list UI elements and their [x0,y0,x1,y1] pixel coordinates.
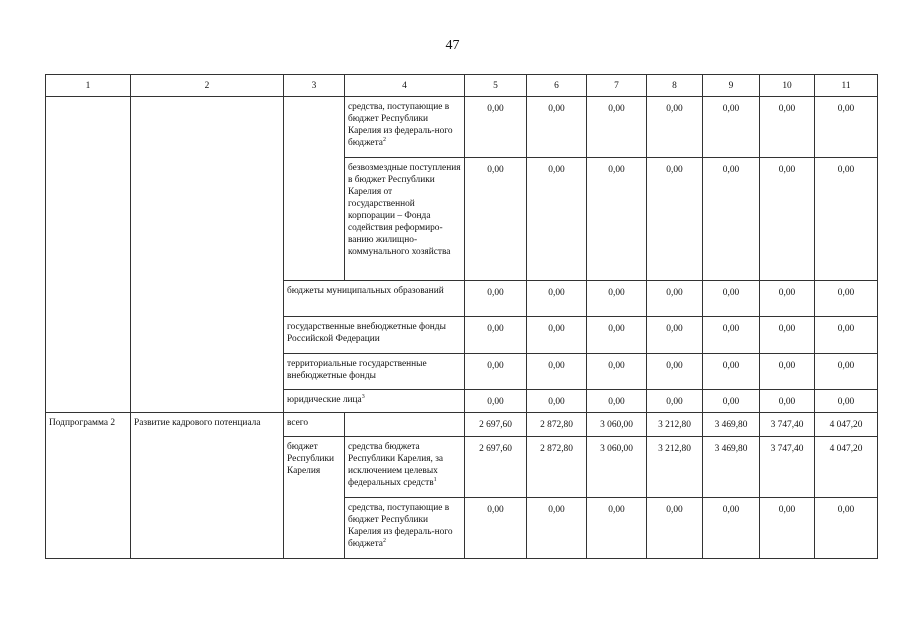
header-cell: 5 [465,75,527,97]
source-cell: бюджеты муниципальных образований [284,281,465,317]
value-cell: 0,00 [815,281,878,317]
source-cell: бюджет Республики Карелия [284,437,345,559]
value-cell: 3 747,40 [760,413,815,437]
source-cell: территориальные государственные внебюджетные фонды [284,354,465,390]
value-cell: 0,00 [815,390,878,413]
value-cell: 4 047,20 [815,413,878,437]
source-cell: средства, поступающие в бюджет Республики Карелия из федераль-ного бюджета$^2$ [345,498,465,559]
value-cell: 2 872,80 [527,437,587,498]
value-cell: 0,00 [815,158,878,281]
header-cell: 3 [284,75,345,97]
value-cell: 0,00 [527,281,587,317]
table-row [46,413,878,437]
value-cell: 0,00 [647,354,703,390]
value-cell: 3 212,80 [647,437,703,498]
value-cell: 0,00 [527,390,587,413]
value-cell: 4 047,20 [815,437,878,498]
value-cell: 0,00 [815,498,878,559]
value-cell: 3 469,80 [703,437,760,498]
value-cell: 0,00 [703,281,760,317]
value-cell: 0,00 [815,354,878,390]
value-cell: 0,00 [587,158,647,281]
empty-cell [46,97,131,413]
value-cell: 3 469,80 [703,413,760,437]
value-cell: 0,00 [527,498,587,559]
value-cell: 0,00 [587,498,647,559]
value-cell: 0,00 [527,97,587,158]
value-cell: 0,00 [587,390,647,413]
value-cell: 0,00 [465,158,527,281]
header-cell: 10 [760,75,815,97]
value-cell: 0,00 [647,97,703,158]
source-cell: средства бюджета Республики Карелия, за исключением целевых федеральных средств$^1$ [345,437,465,498]
value-cell: 0,00 [527,317,587,354]
header-cell: 9 [703,75,760,97]
header-row [46,75,878,97]
table-row [46,97,878,158]
value-cell: 3 060,00 [587,437,647,498]
value-cell: 0,00 [760,354,815,390]
value-cell: 3 212,80 [647,413,703,437]
value-cell: 0,00 [703,97,760,158]
header-cell: 2 [131,75,284,97]
value-cell: 0,00 [760,158,815,281]
value-cell: 0,00 [587,281,647,317]
header-cell: 11 [815,75,878,97]
value-cell: 0,00 [760,498,815,559]
source-cell: государственные внебюджетные фонды Российской Федерации [284,317,465,354]
empty-cell [284,97,345,281]
value-cell: 3 747,40 [760,437,815,498]
value-cell: 0,00 [703,317,760,354]
value-cell: 0,00 [527,354,587,390]
header-cell: 6 [527,75,587,97]
value-cell: 0,00 [465,317,527,354]
header-cell: 4 [345,75,465,97]
value-cell: 0,00 [647,390,703,413]
value-cell: 0,00 [703,390,760,413]
value-cell: 0,00 [760,390,815,413]
empty-cell [131,97,284,413]
value-cell: 0,00 [587,317,647,354]
value-cell: 0,00 [815,97,878,158]
source-cell: всего [284,413,345,437]
value-cell: 0,00 [465,498,527,559]
value-cell: 0,00 [587,354,647,390]
source-cell: средства, поступающие в бюджет Республики Карелия из федераль-ного бюджета$^2$ [345,97,465,158]
value-cell: 0,00 [587,97,647,158]
value-cell: 0,00 [647,498,703,559]
value-cell: 0,00 [465,354,527,390]
value-cell: 0,00 [647,317,703,354]
value-cell: 2 697,60 [465,437,527,498]
page-number: 47 [445,38,460,53]
value-cell: 2 697,60 [465,413,527,437]
value-cell: 3 060,00 [587,413,647,437]
value-cell: 0,00 [465,281,527,317]
value-cell: 0,00 [703,498,760,559]
subprogram-name-cell: Развитие кадрового потенциала [131,413,284,559]
value-cell: 0,00 [760,281,815,317]
empty-cell [345,413,465,437]
value-cell: 0,00 [527,158,587,281]
value-cell: 0,00 [703,158,760,281]
value-cell: 0,00 [465,97,527,158]
value-cell: 0,00 [647,158,703,281]
subprogram-cell: Подпрограмма 2 [46,413,131,559]
source-cell: юридические лица$^3$ [284,390,465,413]
value-cell: 0,00 [647,281,703,317]
header-cell: 7 [587,75,647,97]
value-cell: 0,00 [465,390,527,413]
value-cell: 0,00 [760,97,815,158]
header-cell: 1 [46,75,131,97]
value-cell: 0,00 [760,317,815,354]
source-cell: безвозмездные поступления в бюджет Республики Карелия от государственной корпорации – Фонда содействия реформиро-ванию жилищно-коммунального хозяйства [345,158,465,281]
value-cell: 2 872,80 [527,413,587,437]
value-cell: 0,00 [815,317,878,354]
budget-table [45,74,878,559]
header-cell: 8 [647,75,703,97]
value-cell: 0,00 [703,354,760,390]
